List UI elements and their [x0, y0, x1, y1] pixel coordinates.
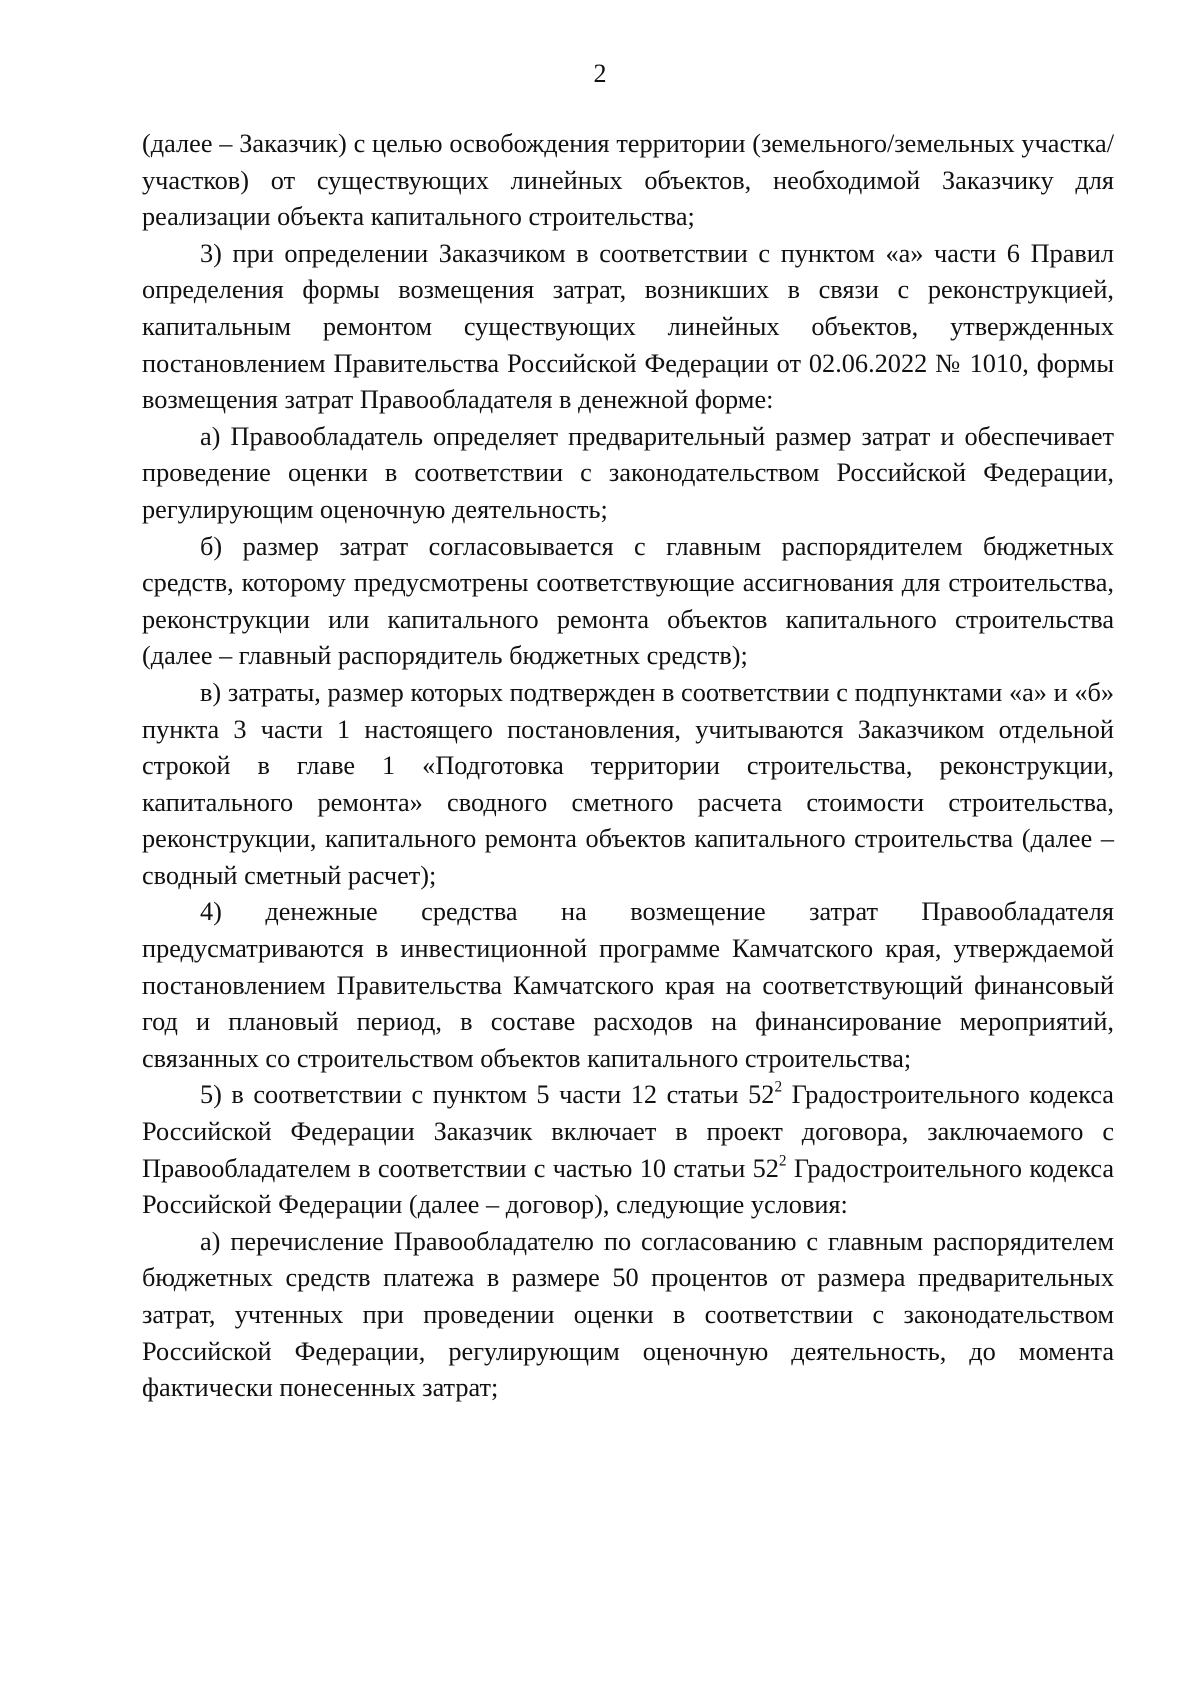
paragraph-item-3b: б) размер затрат согласовывается с главным распорядителем бюджетных средств, которому предусмотрены соответствующие ассигнования для строительства, реконструкции или капитального ремонта объектов капитального строительства (далее – главный распорядитель бюджетных средств);: [142, 531, 1114, 671]
paragraph-item-4: 4) денежные средства на возмещение затрат Правообладателя предусматриваются в инвестиционной программе Камчатского края, утверждаемой постановлением Правительства Камчатского края на соответствующий финансовый год и плановый период, в составе расходов на финансирование мероприятий, связанных со строительством объектов капитального строительства;: [142, 897, 1114, 1073]
paragraph-item-5a: а) перечисление Правообладателю по согласованию с главным распорядителем бюджетных средств платежа в размере 50 процентов от размера предварительных затрат, учтенных при проведении оценки в соответствии с законодательством Российской Федерации, регулирующим оценочную деятельность, до момента фактически понесенных затрат;: [142, 1226, 1114, 1403]
paragraph-item-5: [142, 1077, 1114, 1223]
paragraph-item-5-part-2: Градостроительного кодекса Российской Федерации Заказчик включает в проект договора, заключаемого с Правообладателем в соответствии с частью 10 статьи 52: [142, 1080, 1114, 1183]
paragraph-item-3: 3) при определении Заказчиком в соответствии с пунктом «а» части 6 Правил определения формы возмещения затрат, возникших в связи с реконструкцией, капитальным ремонтом существующих линейных объектов, утвержденных постановлением Правительства Российской Федерации от 02.06.2022 № 1010, формы возмещения затрат Правообладателя в денежной форме:: [142, 238, 1114, 415]
page-number: 2: [593, 59, 607, 88]
paragraph-intro-continuation: (далее – Заказчик) с целью освобождения территории (земельного/земельных участка/участков) от существующих линейных объектов, необходимой Заказчику для реализации объекта капитального строительства;: [142, 129, 1114, 232]
paragraph-item-5-part-3: Градостроительного кодекса Российской Федерации (далее – договор), следующие условия:: [142, 1153, 1114, 1220]
document-body: [142, 126, 1114, 1407]
paragraph-item-3v: в) затраты, размер которых подтвержден в соответствии с подпунктами «а» и «б» пункта 3 части 1 настоящего постановления, учитываются Заказчиком отдельной строкой в главе 1 «Подготовка территории строительства, реконструкции, капитального ремонта» сводного сметного расчета стоимости строительства, реконструкции, капитального ремонта объектов капитального строительства (далее – сводный сметный расчет);: [142, 677, 1114, 890]
superscript-2: 2: [774, 1079, 783, 1096]
paragraph-item-5-part-1: 5) в соответствии с пунктом 5 части 12 статьи 52: [200, 1080, 775, 1110]
superscript-2: 2: [778, 1152, 787, 1170]
paragraph-item-3a: а) Правообладатель определяет предварительный размер затрат и обеспечивает проведение оценки в соответствии с законодательством Российской Федерации, регулирующим оценочную деятельность;: [142, 421, 1114, 524]
